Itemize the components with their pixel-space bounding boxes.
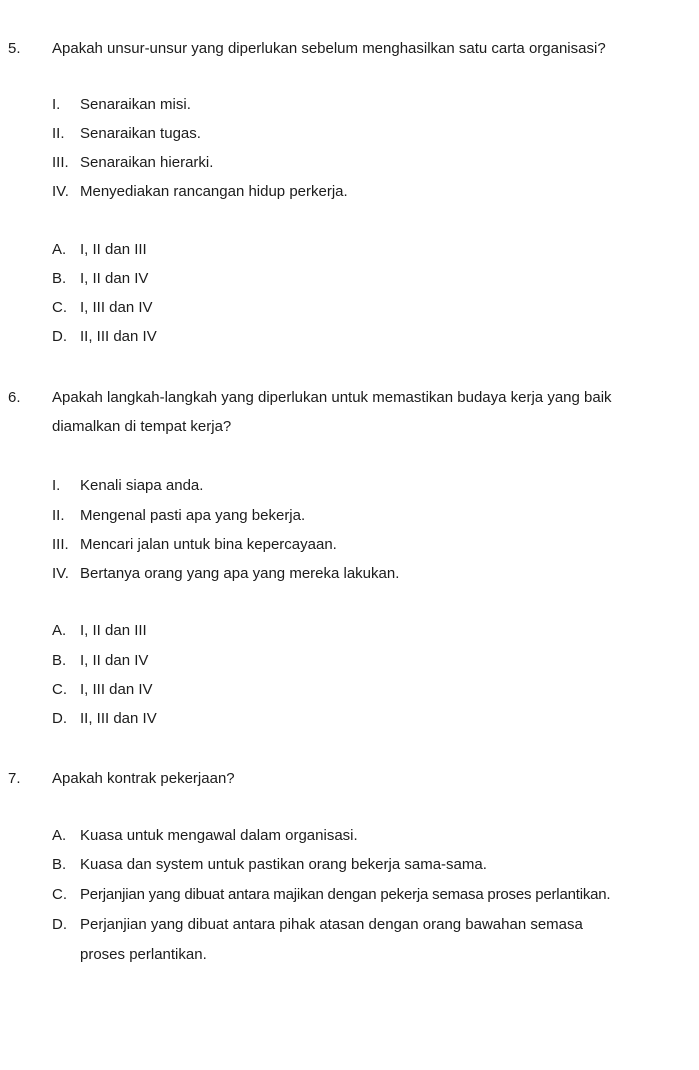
option-key: C. — [52, 299, 67, 316]
statement-number: I. — [52, 96, 61, 113]
option-key: B. — [52, 652, 67, 669]
statement-number: I. — [52, 477, 61, 494]
option-text: I, III dan IV — [80, 299, 153, 316]
statement-number: IV. — [52, 565, 69, 582]
question-text: Apakah kontrak pekerjaan? — [52, 770, 235, 787]
statement-text: Senaraikan hierarki. — [80, 154, 214, 171]
statement-number: III. — [52, 154, 69, 171]
statement-text: Mengenal pasti apa yang bekerja. — [80, 507, 306, 524]
option-key: C. — [52, 681, 67, 698]
option-key: C. — [52, 886, 67, 903]
statement-number: II. — [52, 507, 65, 524]
option-key: B. — [52, 270, 67, 287]
statement-text: Senaraikan tugas. — [80, 125, 201, 142]
option-text: Kuasa untuk mengawal dalam organisasi. — [80, 827, 358, 844]
option-key: B. — [52, 856, 67, 873]
statement-text: Senaraikan misi. — [80, 96, 191, 113]
statement-text: Menyediakan rancangan hidup perkerja. — [80, 183, 348, 200]
option-text: I, II dan III — [80, 241, 147, 258]
statement-number: IV. — [52, 183, 69, 200]
question-number: 7. — [8, 770, 21, 787]
option-text: I, II dan IV — [80, 652, 149, 669]
option-key: A. — [52, 622, 67, 639]
option-text: II, III dan IV — [80, 710, 157, 727]
option-text: Perjanjian yang dibuat antara pihak atasan dengan orang bawahan semasa — [80, 916, 583, 933]
option-text: I, II dan III — [80, 622, 147, 639]
option-text: Perjanjian yang dibuat antara majikan dengan pekerja semasa proses perlantikan. — [80, 886, 611, 903]
statement-text: Kenali siapa anda. — [80, 477, 204, 494]
option-text: Kuasa dan system untuk pastikan orang bekerja sama-sama. — [80, 856, 487, 873]
question-number: 6. — [8, 389, 21, 406]
question-text: diamalkan di tempat kerja? — [52, 418, 232, 435]
statement-text: Bertanya orang yang apa yang mereka lakukan. — [80, 565, 400, 582]
option-key: A. — [52, 241, 67, 258]
option-text: proses perlantikan. — [80, 946, 207, 963]
option-key: A. — [52, 827, 67, 844]
option-text: I, II dan IV — [80, 270, 149, 287]
statement-number: II. — [52, 125, 65, 142]
statement-number: III. — [52, 536, 69, 553]
question-number: 5. — [8, 40, 21, 57]
option-key: D. — [52, 916, 67, 933]
option-key: D. — [52, 328, 67, 345]
question-text: Apakah unsur-unsur yang diperlukan sebelum menghasilkan satu carta organisasi? — [52, 40, 606, 57]
question-text: Apakah langkah-langkah yang diperlukan untuk memastikan budaya kerja yang baik — [52, 389, 612, 406]
option-text: I, III dan IV — [80, 681, 153, 698]
option-text: II, III dan IV — [80, 328, 157, 345]
statement-text: Mencari jalan untuk bina kepercayaan. — [80, 536, 337, 553]
option-key: D. — [52, 710, 67, 727]
